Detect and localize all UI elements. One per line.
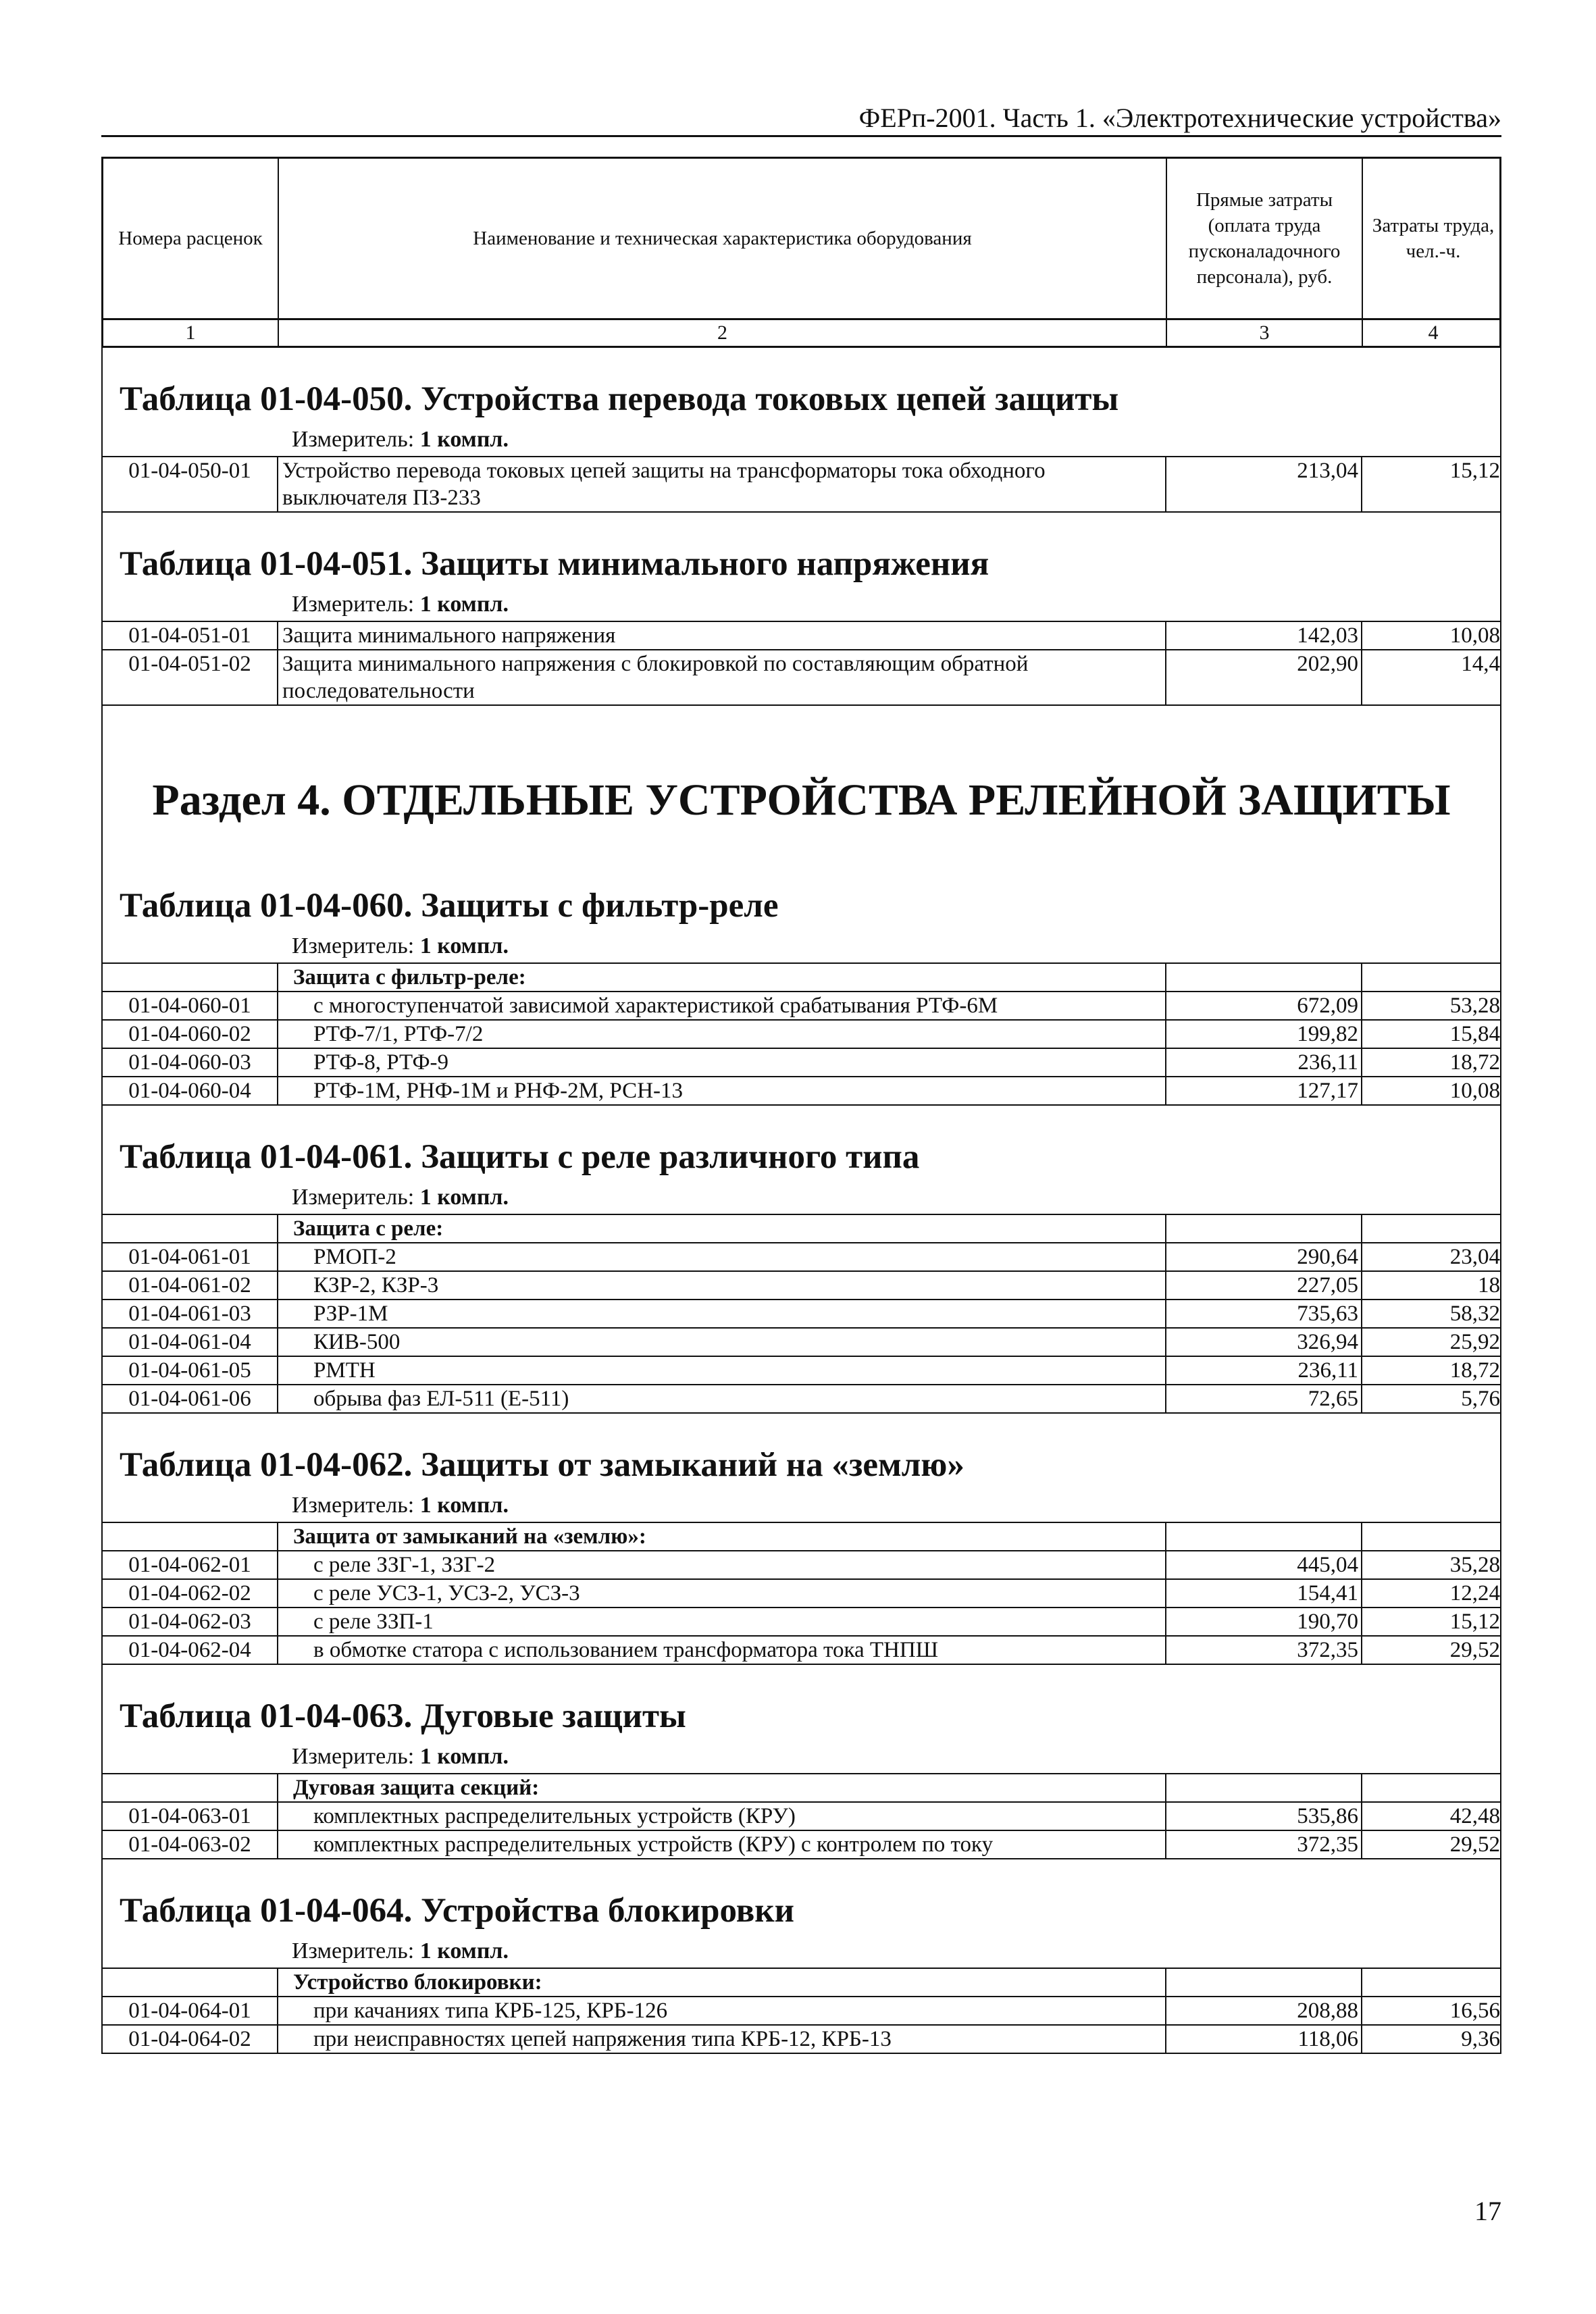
labor-cost: 18: [1361, 1272, 1503, 1299]
table-row: [103, 649, 1500, 706]
column-number: 3: [1166, 320, 1362, 346]
labor-cost: 12,24: [1361, 1580, 1503, 1607]
table-title: Таблица 01-04-050. Устройства перевода токовых цепей защиты: [120, 380, 1119, 418]
meter-line: [103, 591, 1500, 621]
equipment-name: комплектных распределительных устройств (КРУ) с контролем по току: [277, 1831, 1165, 1858]
meter-label: Измеритель:: [292, 1744, 415, 1769]
group-row: [103, 1214, 1500, 1242]
labor-cost: 23,04: [1361, 1243, 1503, 1270]
rate-code: 01-04-060-02: [128, 1022, 251, 1046]
table-rows: [103, 1522, 1500, 1665]
labor-cost: 14,4: [1361, 650, 1503, 704]
empty-cell: [103, 1774, 277, 1801]
direct-cost: 290,64: [1165, 1243, 1361, 1270]
column-header: Прямые затраты (оплата труда пусконаладочного персонала), руб.: [1166, 159, 1362, 318]
empty-cell: [103, 1215, 277, 1242]
column-header: Затраты труда, чел.-ч.: [1362, 159, 1503, 318]
meter-label: Измеритель:: [292, 592, 415, 617]
group-heading: Защита с фильтр-реле:: [277, 964, 1165, 991]
labor-cost: 15,84: [1361, 1021, 1503, 1048]
running-title: ФЕРп-2001. Часть 1. «Электротехнические устройства»: [858, 103, 1501, 133]
rate-code: 01-04-064-01: [128, 1999, 251, 2023]
table-row: [103, 1830, 1500, 1859]
equipment-name: Устройство перевода токовых цепей защиты на трансформаторы тока обходного выключателя ПЗ-233: [277, 457, 1165, 511]
labor-cost: 18,72: [1361, 1049, 1503, 1076]
table-row: [103, 1384, 1500, 1414]
empty-cell: [1165, 1523, 1361, 1550]
rate-code: 01-04-063-02: [128, 1832, 251, 1857]
meter-value: 1 компл.: [419, 1185, 509, 1210]
table-row: [103, 2024, 1500, 2054]
meter-line: [103, 1184, 1500, 1214]
table-row: [103, 1550, 1500, 1578]
labor-cost: 29,52: [1361, 1637, 1503, 1664]
equipment-name: с реле УСЗ-1, УСЗ-2, УСЗ-3: [277, 1580, 1165, 1607]
labor-cost: 15,12: [1361, 1608, 1503, 1635]
rate-code: 01-04-061-06: [128, 1387, 251, 1411]
table-row: [103, 1607, 1500, 1635]
rate-code: 01-04-061-05: [128, 1358, 251, 1383]
table-title: Таблица 01-04-060. Защиты с фильтр-реле: [120, 887, 779, 925]
direct-cost: 190,70: [1165, 1608, 1361, 1635]
direct-cost: 326,94: [1165, 1329, 1361, 1356]
rate-code: 01-04-062-04: [128, 1638, 251, 1662]
column-header: Наименование и техническая характеристика оборудования: [278, 159, 1166, 318]
direct-cost: 202,90: [1165, 650, 1361, 704]
labor-cost: 10,08: [1361, 1077, 1503, 1104]
column-number: 4: [1362, 320, 1503, 346]
equipment-name: РМТН: [277, 1357, 1165, 1384]
equipment-name: КИВ-500: [277, 1329, 1165, 1356]
group-heading: Защита от замыканий на «землю»:: [277, 1523, 1165, 1550]
labor-cost: 35,28: [1361, 1551, 1503, 1578]
table-row: [103, 1996, 1500, 2024]
table-rows: [103, 456, 1500, 513]
equipment-name: обрыва фаз ЕЛ-511 (Е-511): [277, 1385, 1165, 1412]
table-row: [103, 1076, 1500, 1106]
empty-cell: [1165, 964, 1361, 991]
group-heading: Дуговая защита секций:: [277, 1774, 1165, 1801]
table-title: Таблица 01-04-063. Дуговые защиты: [120, 1697, 686, 1735]
meter-label: Измеритель:: [292, 1185, 415, 1210]
group-row: [103, 962, 1500, 991]
table-title: Таблица 01-04-064. Устройства блокировки: [120, 1892, 795, 1930]
table-row: [103, 1356, 1500, 1384]
tables-before-section: [101, 348, 1501, 706]
table-row: [103, 991, 1500, 1019]
meter-value: 1 компл.: [419, 1744, 509, 1769]
rate-code: 01-04-060-03: [128, 1050, 251, 1075]
column-number: 2: [278, 320, 1166, 346]
direct-cost: 142,03: [1165, 622, 1361, 649]
empty-cell: [103, 964, 277, 991]
table-block: [101, 854, 1501, 1106]
empty-cell: [1361, 1969, 1503, 1996]
rate-code: 01-04-051-02: [128, 652, 251, 676]
table-row: [103, 1578, 1500, 1607]
direct-cost: 372,35: [1165, 1637, 1361, 1664]
equipment-name: РТФ-8, РТФ-9: [277, 1049, 1165, 1076]
document-body: [101, 157, 1501, 2054]
table-row: [103, 621, 1500, 649]
table-block: [101, 1859, 1501, 2054]
equipment-name: РЗР-1М: [277, 1300, 1165, 1327]
column-number: 1: [185, 322, 196, 344]
group-row: [103, 1522, 1500, 1550]
rate-code: 01-04-061-02: [128, 1273, 251, 1297]
rate-code: 01-04-061-03: [128, 1302, 251, 1326]
group-row: [103, 1968, 1500, 1996]
direct-cost: 445,04: [1165, 1551, 1361, 1578]
meter-line: [103, 933, 1500, 962]
table-block: [101, 1106, 1501, 1414]
rate-code: 01-04-061-04: [128, 1330, 251, 1354]
direct-cost: 672,09: [1165, 992, 1361, 1019]
group-heading: Устройство блокировки:: [277, 1969, 1165, 1996]
meter-line: [103, 1743, 1500, 1773]
table-row: [103, 1270, 1500, 1299]
direct-cost: 72,65: [1165, 1385, 1361, 1412]
labor-cost: 53,28: [1361, 992, 1503, 1019]
direct-cost: 372,35: [1165, 1831, 1361, 1858]
direct-cost: 118,06: [1165, 2026, 1361, 2053]
rate-code: 01-04-060-01: [128, 994, 251, 1018]
column-header-row: [101, 157, 1501, 320]
table-row: [103, 1048, 1500, 1076]
meter-label: Измеритель:: [292, 427, 415, 452]
section-block: [101, 706, 1501, 854]
table-title: Таблица 01-04-062. Защиты от замыканий на «землю»: [120, 1446, 964, 1484]
rate-code: 01-04-060-04: [128, 1079, 251, 1103]
table-block: [101, 1414, 1501, 1665]
rate-code: 01-04-051-01: [128, 623, 251, 648]
equipment-name: Защита минимального напряжения с блокировкой по составляющим обратной последовательности: [277, 650, 1165, 704]
table-title: Таблица 01-04-061. Защиты с реле различного типа: [120, 1138, 920, 1176]
meter-line: [103, 426, 1500, 456]
equipment-name: РТФ-1М, РНФ-1М и РНФ-2М, РСН-13: [277, 1077, 1165, 1104]
table-row: [103, 456, 1500, 513]
meter-line: [103, 1492, 1500, 1522]
meter-label: Измеритель:: [292, 1493, 415, 1518]
equipment-name: в обмотке статора с использованием трансформатора тока ТНПШ: [277, 1637, 1165, 1664]
direct-cost: 236,11: [1165, 1357, 1361, 1384]
empty-cell: [1361, 964, 1503, 991]
table-rows: [103, 1214, 1500, 1414]
table-row: [103, 1635, 1500, 1665]
table-rows: [103, 1773, 1500, 1859]
empty-cell: [103, 1523, 277, 1550]
equipment-name: с многоступенчатой зависимой характеристикой срабатывания РТФ-6М: [277, 992, 1165, 1019]
meter-value: 1 компл.: [419, 933, 509, 958]
equipment-name: КЗР-2, КЗР-3: [277, 1272, 1165, 1299]
table-row: [103, 1299, 1500, 1327]
equipment-name: при качаниях типа КРБ-125, КРБ-126: [277, 1997, 1165, 2024]
empty-cell: [1165, 1969, 1361, 1996]
direct-cost: 236,11: [1165, 1049, 1361, 1076]
equipment-name: с реле ЗЗГ-1, ЗЗГ-2: [277, 1551, 1165, 1578]
empty-cell: [1361, 1774, 1503, 1801]
direct-cost: 213,04: [1165, 457, 1361, 511]
meter-value: 1 компл.: [419, 592, 509, 617]
equipment-name: при неисправностях цепей напряжения типа КРБ-12, КРБ-13: [277, 2026, 1165, 2053]
labor-cost: 29,52: [1361, 1831, 1503, 1858]
rate-code: 01-04-061-01: [128, 1245, 251, 1269]
meter-label: Измеритель:: [292, 1938, 415, 1963]
table-rows: [103, 962, 1500, 1106]
meter-value: 1 компл.: [419, 1493, 509, 1518]
empty-cell: [1165, 1215, 1361, 1242]
column-number-row: [101, 320, 1501, 348]
empty-cell: [1361, 1215, 1503, 1242]
labor-cost: 25,92: [1361, 1329, 1503, 1356]
rate-code: 01-04-062-03: [128, 1610, 251, 1634]
table-row: [103, 1019, 1500, 1048]
page-header: [101, 101, 1501, 137]
empty-cell: [103, 1969, 277, 1996]
rate-code: 01-04-062-01: [128, 1553, 251, 1577]
meter-line: [103, 1938, 1500, 1968]
meter-value: 1 компл.: [419, 427, 509, 452]
direct-cost: 199,82: [1165, 1021, 1361, 1048]
direct-cost: 208,88: [1165, 1997, 1361, 2024]
table-row: [103, 1801, 1500, 1830]
section-title: Раздел 4. ОТДЕЛЬНЫЕ УСТРОЙСТВА РЕЛЕЙНОЙ ЗАЩИТЫ: [152, 775, 1451, 825]
labor-cost: 42,48: [1361, 1803, 1503, 1830]
equipment-name: с реле ЗЗП-1: [277, 1608, 1165, 1635]
table-row: [103, 1242, 1500, 1270]
group-heading: Защита с реле:: [277, 1215, 1165, 1242]
direct-cost: 535,86: [1165, 1803, 1361, 1830]
tables-after-section: [101, 854, 1501, 2054]
labor-cost: 16,56: [1361, 1997, 1503, 2024]
labor-cost: 5,76: [1361, 1385, 1503, 1412]
empty-cell: [1165, 1774, 1361, 1801]
meter-label: Измеритель:: [292, 933, 415, 958]
table-title: Таблица 01-04-051. Защиты минимального напряжения: [120, 545, 989, 583]
group-row: [103, 1773, 1500, 1801]
table-rows: [103, 1968, 1500, 2054]
equipment-name: комплектных распределительных устройств (КРУ): [277, 1803, 1165, 1830]
direct-cost: 154,41: [1165, 1580, 1361, 1607]
labor-cost: 58,32: [1361, 1300, 1503, 1327]
labor-cost: 18,72: [1361, 1357, 1503, 1384]
direct-cost: 127,17: [1165, 1077, 1361, 1104]
rate-code: 01-04-050-01: [128, 459, 251, 483]
direct-cost: 227,05: [1165, 1272, 1361, 1299]
meter-value: 1 компл.: [419, 1938, 509, 1963]
empty-cell: [1361, 1523, 1503, 1550]
rate-code: 01-04-063-01: [128, 1804, 251, 1828]
table-block: [101, 1665, 1501, 1859]
table-rows: [103, 621, 1500, 706]
equipment-name: РТФ-7/1, РТФ-7/2: [277, 1021, 1165, 1048]
page-number: 17: [1474, 2196, 1501, 2226]
table-block: [101, 348, 1501, 513]
column-header: Номера расценок: [118, 228, 263, 249]
rate-code: 01-04-064-02: [128, 2027, 251, 2051]
rate-code: 01-04-062-02: [128, 1581, 251, 1605]
table-block: [101, 513, 1501, 706]
table-row: [103, 1327, 1500, 1356]
labor-cost: 15,12: [1361, 457, 1503, 511]
labor-cost: 10,08: [1361, 622, 1503, 649]
labor-cost: 9,36: [1361, 2026, 1503, 2053]
direct-cost: 735,63: [1165, 1300, 1361, 1327]
equipment-name: РМОП-2: [277, 1243, 1165, 1270]
equipment-name: Защита минимального напряжения: [277, 622, 1165, 649]
